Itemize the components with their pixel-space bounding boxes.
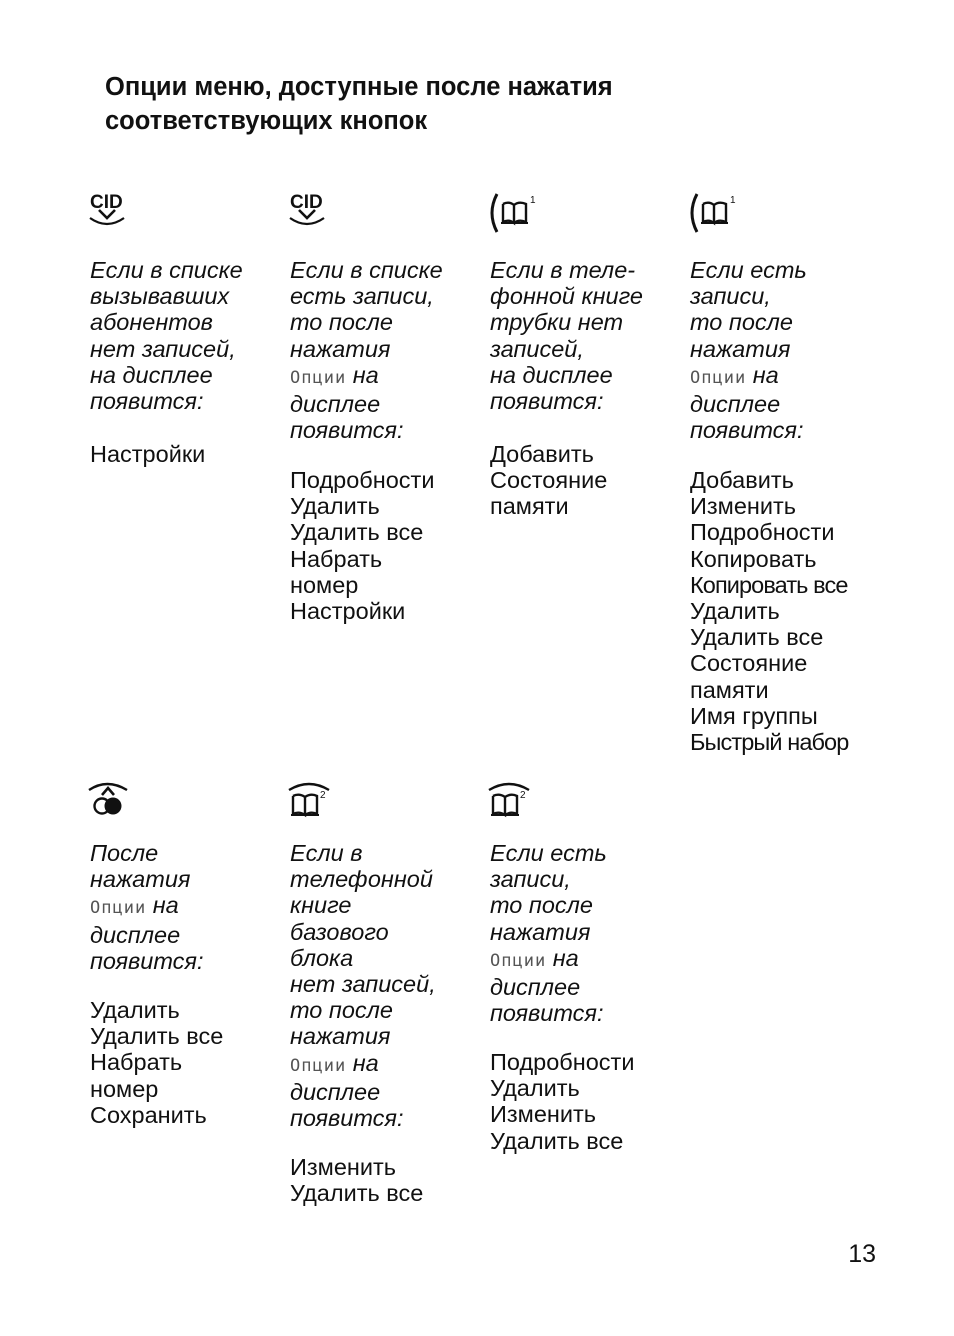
menu-option: Добавить (690, 467, 794, 493)
condition-line: Если есть (490, 840, 607, 866)
condition-line: Опции на (690, 361, 779, 388)
condition-line: появится: (690, 417, 804, 444)
icon-index: 2 (520, 790, 526, 801)
menu-option: памяти (490, 493, 569, 520)
display-softkey-label: Опции (290, 1055, 347, 1076)
condition-line: телефонной (290, 866, 433, 893)
menu-options-list (90, 441, 205, 467)
condition-line: записи, (490, 866, 571, 893)
menu-option: Набрать (90, 1049, 183, 1076)
condition-line: Опции на (490, 944, 579, 971)
menu-option: Удалить все (90, 1023, 224, 1050)
condition-text (90, 257, 243, 414)
condition-line: дисплее (290, 1078, 381, 1105)
condition-line: появится: (290, 1105, 404, 1132)
menu-options-list (290, 1154, 423, 1206)
condition-line: записей, (490, 335, 584, 362)
condition-line: После (90, 840, 159, 866)
menu-option: Состояние (690, 650, 808, 677)
menu-option: Удалить все (490, 1127, 624, 1154)
page-title-line-1: Опции меню, доступные после нажатия (105, 73, 613, 101)
menu-option: Удалить (490, 1075, 580, 1102)
condition-line: фонной книге (490, 283, 643, 310)
icon-index: 2 (320, 790, 326, 801)
condition-line: вызывавших (90, 283, 230, 310)
condition-line: появится: (90, 947, 204, 974)
base-phonebook-icon (487, 778, 547, 828)
menu-option: Подробности (490, 1049, 635, 1075)
condition-text (290, 840, 436, 1131)
condition-line: дисплее (290, 391, 381, 418)
condition-line: появится: (490, 388, 604, 415)
menu-option: Имя группы (690, 702, 818, 729)
display-softkey-label: Опции (690, 367, 747, 388)
menu-option: Набрать (290, 545, 383, 572)
menu-option: Удалить все (290, 519, 424, 546)
condition-line: базового (290, 918, 389, 945)
menu-options-list (290, 467, 434, 624)
condition-line: абонентов (90, 309, 213, 336)
condition-line: Если в списке (290, 257, 443, 283)
display-softkey-label: Опции (90, 898, 147, 919)
condition-line: есть записи, (290, 283, 434, 310)
condition-line: Если в (290, 840, 363, 866)
menu-options-list (490, 441, 607, 520)
condition-line: появится: (290, 417, 404, 444)
page-number: 13 (848, 1240, 876, 1268)
condition-line: трубки нет (490, 309, 624, 336)
menu-option: Настройки (90, 441, 206, 467)
condition-line: нажатия (290, 1023, 391, 1050)
icon-index: 1 (730, 195, 736, 206)
menu-option: Сохранить (90, 1101, 207, 1128)
base-phonebook-icon (287, 778, 347, 828)
menu-option: Удалить все (290, 1180, 424, 1207)
page-title (105, 70, 825, 138)
menu-option: Подробности (290, 467, 435, 493)
condition-line: нажатия (490, 918, 591, 945)
menu-option: Изменить (690, 493, 797, 520)
condition-text (490, 257, 643, 414)
condition-text (690, 257, 807, 443)
condition-text (290, 257, 443, 443)
display-softkey-label: Опции (490, 950, 547, 971)
condition-line: Если в теле- (490, 257, 636, 283)
handset-phonebook-icon (488, 190, 548, 240)
display-softkey-label: Опции (290, 367, 347, 388)
icon-index: 1 (530, 195, 536, 206)
redial-icon (87, 778, 147, 828)
condition-line: нажатия (690, 335, 791, 362)
condition-line: то после (290, 997, 393, 1024)
condition-line: Опции на (290, 361, 379, 388)
condition-line: записи, (690, 283, 771, 310)
condition-line: дисплее (90, 921, 181, 948)
menu-options-list (490, 1049, 634, 1154)
condition-line: на дисплее (90, 361, 213, 388)
condition-text (490, 840, 607, 1026)
condition-line: появится: (490, 1000, 604, 1027)
menu-option: Удалить все (690, 624, 824, 651)
condition-text (90, 840, 204, 974)
condition-line: нет записей, (290, 971, 436, 998)
condition-line: нажатия (90, 866, 191, 893)
cid-label: CID (290, 192, 323, 213)
menu-options-list (90, 997, 223, 1128)
menu-option: Быстрый набор (690, 729, 849, 756)
condition-line: Если в списке (90, 257, 243, 283)
menu-option: номер (90, 1075, 159, 1102)
cid-label: CID (90, 192, 123, 213)
condition-line: Опции на (90, 892, 179, 919)
menu-options-list (690, 467, 848, 755)
condition-line: книге (290, 892, 352, 919)
menu-option: памяти (690, 676, 769, 703)
page-title-line-2: соответствующих кнопок (105, 107, 428, 135)
condition-line: появится: (90, 388, 204, 415)
condition-line: Опции на (290, 1049, 379, 1076)
condition-line: Если есть (690, 257, 807, 283)
menu-option: Удалить (90, 997, 180, 1023)
condition-line: дисплее (490, 974, 581, 1001)
condition-line: нет записей, (90, 335, 236, 362)
menu-option: номер (290, 571, 359, 598)
condition-line: дисплее (690, 391, 781, 418)
menu-option: Копировать (690, 545, 817, 572)
handset-phonebook-icon (688, 190, 748, 240)
condition-line: то после (290, 309, 393, 336)
menu-option: Подробности (690, 519, 835, 546)
condition-line: на дисплее (490, 361, 613, 388)
condition-line: то после (690, 309, 793, 336)
condition-line: блока (290, 944, 354, 971)
condition-line: нажатия (290, 335, 391, 362)
menu-option: Копировать все (690, 571, 848, 598)
menu-option: Удалить (290, 493, 380, 520)
menu-option: Добавить (490, 441, 594, 467)
menu-option: Настройки (290, 598, 406, 625)
cid-down-icon (287, 188, 347, 238)
cid-down-icon (87, 188, 147, 238)
menu-option: Изменить (490, 1101, 597, 1128)
menu-option: Состояние (490, 467, 608, 494)
menu-option: Удалить (690, 598, 780, 625)
menu-option: Изменить (290, 1154, 397, 1180)
condition-line: то после (490, 892, 593, 919)
